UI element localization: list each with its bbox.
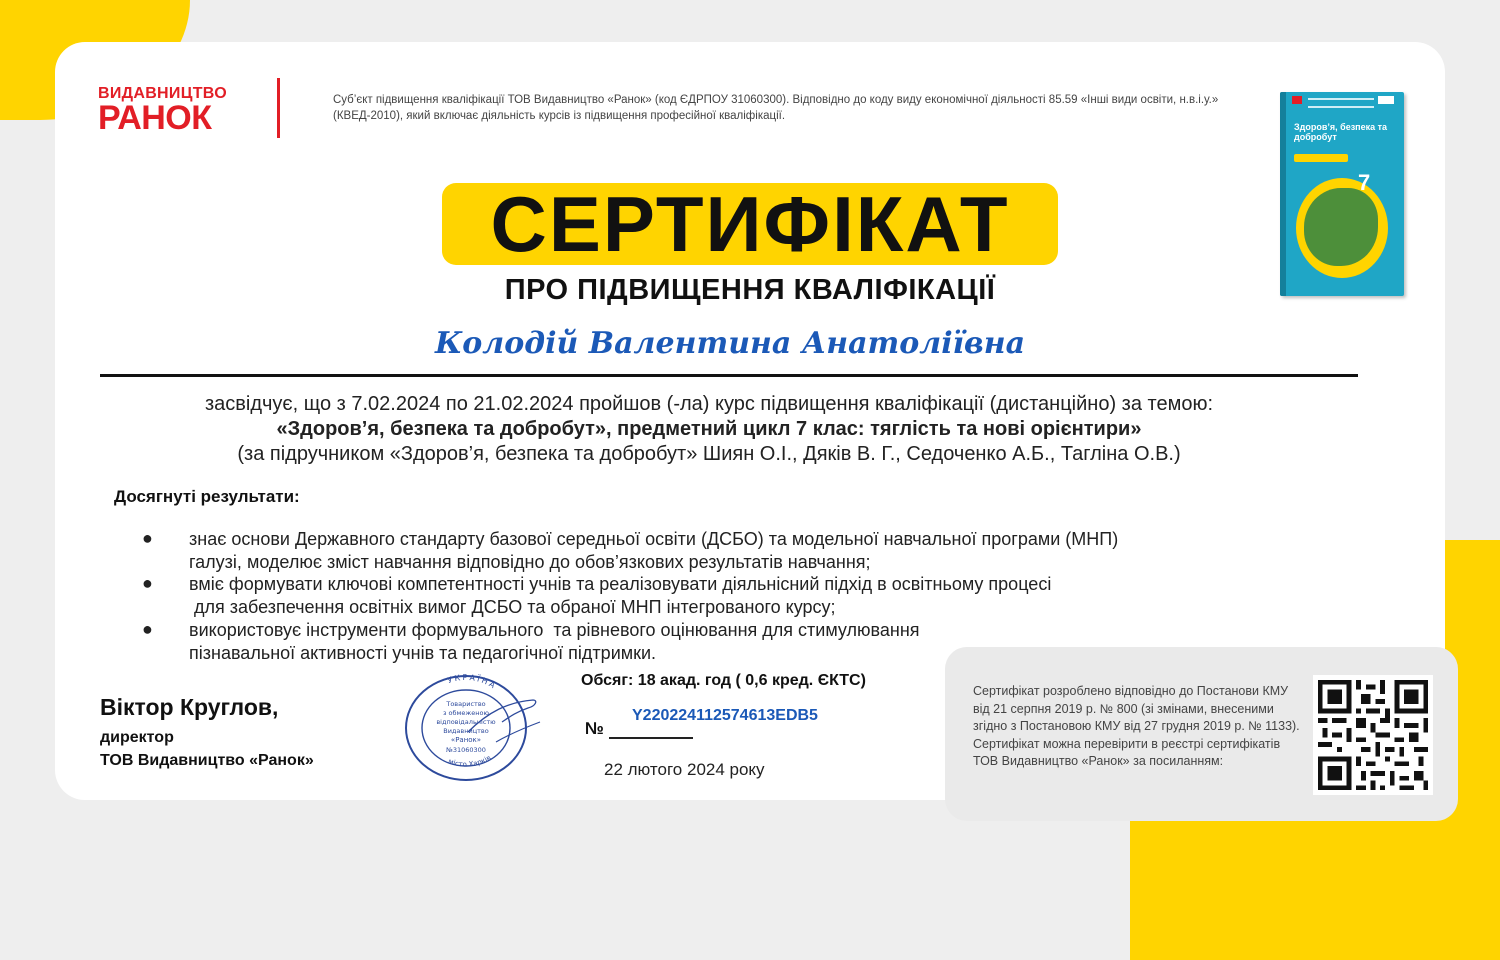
book-publisher-mark <box>1292 96 1302 104</box>
result-item-line: використовує інструменти формувального та рівневого оцінювання для стимулювання <box>189 620 920 640</box>
course-topic: «Здоров’я, безпека та добробут», предметний цикл 7 клас: тяглість та нові орієнтири» <box>276 418 1142 440</box>
stamp-seal-graphic <box>398 672 548 784</box>
certificate-number-label: № <box>585 719 604 738</box>
ranok-logo <box>98 85 227 137</box>
bullet-icon: ● <box>142 573 153 593</box>
result-item <box>189 528 1329 574</box>
recipient-name: Колодій Валентина Анатоліївна <box>434 326 1026 361</box>
result-item-line: пізнавальної активності учнів та педагогічної підтримки. <box>189 643 657 663</box>
svg-text:Видавництво: Видавництво <box>443 727 489 735</box>
book-photo <box>1304 188 1378 266</box>
certificate-subtitle: ПРО ПІДВИЩЕННЯ КВАЛІФІКАЦІЇ <box>504 274 996 306</box>
number-underline <box>609 737 693 739</box>
subject-statement: Суб’єкт підвищення кваліфікації ТОВ Видавництво «Ранок» (код ЄДРПОУ 31060300). Відповідно до коду виду економічної діяльності 85.59 «Інші види освіти, н.в.і.у.» (КВЕД-2010), який включає діяльність курсів із підвищення професійної кваліфікації. <box>333 94 1219 122</box>
course-statement: засвідчує, що з 7.02.2024 по 21.02.2024 пройшов (-ла) курс підвищення кваліфікації (дистанційно) за темою: <box>204 393 1214 415</box>
book-title: Здоров’я, безпека та добробут <box>1294 122 1388 142</box>
director-title: директор <box>100 729 174 746</box>
result-item <box>189 573 1329 619</box>
book-spine <box>1280 92 1286 296</box>
book-authors-lines <box>1308 98 1374 108</box>
book-badge <box>1294 154 1348 162</box>
official-stamp <box>398 672 548 784</box>
svg-text:№31060300: №31060300 <box>446 746 486 754</box>
book-nus-logo <box>1378 96 1394 104</box>
name-underline <box>100 374 1358 377</box>
result-item-line: для забезпечення освітніх вимог ДСБО та обраної МНП інтегрованого курсу; <box>189 597 836 617</box>
svg-text:«Ранок»: «Ранок» <box>450 736 482 744</box>
result-item-line: галузі, моделює зміст навчання відповідно до обов’язкових результатів навчання; <box>189 552 871 572</box>
svg-text:відповідальністю: відповідальністю <box>436 718 496 726</box>
svg-text:УКРАЇНА: УКРАЇНА <box>446 672 499 692</box>
qr-code-graphic <box>1313 675 1433 795</box>
issue-date: 22 лютого 2024 року <box>604 760 765 779</box>
svg-text:з обмеженою: з обмеженою <box>443 709 489 717</box>
book-grade: 7 <box>1358 170 1371 195</box>
course-volume: Обсяг: 18 акад. год ( 0,6 кред. ЄКТС) <box>581 672 866 689</box>
svg-text:Товариство: Товариство <box>446 700 486 708</box>
course-textbook: (за підручником «Здоров’я, безпека та добробут» Шиян О.І., Дяків В. Г., Седоченко А.Б., Тагліна О.В.) <box>237 443 1181 465</box>
result-item-line: знає основи Державного стандарту базової середньої освіти (ДСБО) та модельної навчальної програми (МНП) <box>189 529 1119 549</box>
results-heading: Досягнуті результати: <box>114 487 300 506</box>
director-organization: ТОВ Видавництво «Ранок» <box>100 752 314 769</box>
bullet-icon: ● <box>142 619 153 639</box>
svg-text:місто Харків: місто Харків <box>447 753 493 769</box>
textbook-cover-image <box>1280 92 1404 296</box>
verification-info-text: Сертифікат розроблено відповідно до Постанови КМУ від 21 серпня 2019 р. № 800 (зі змінами, внесеними згідно з Постановою КМУ від 27 грудня 2019 р. № 1133). Сертифікат можна перевірити в реєстрі сертифікатів ТОВ Видавництво «Ранок» за посиланням: <box>973 684 1300 768</box>
result-item-line: вміє формувати ключові компетентності учнів та реалізовувати діяльнісний підхід в освітньому процесі <box>189 574 1052 594</box>
logo-top-text: ВИДАВНИЦТВО <box>98 85 227 102</box>
qr-code-icon[interactable] <box>1313 675 1433 795</box>
certificate-number: Y220224112574613EDB5 <box>632 707 818 724</box>
bullet-icon: ● <box>142 528 153 548</box>
logo-main-text: РАНОК <box>98 99 212 137</box>
director-name: Віктор Круглов, <box>100 694 279 720</box>
logo-divider <box>277 78 280 138</box>
certificate-title: СЕРТИФІКАТ <box>442 183 1058 265</box>
